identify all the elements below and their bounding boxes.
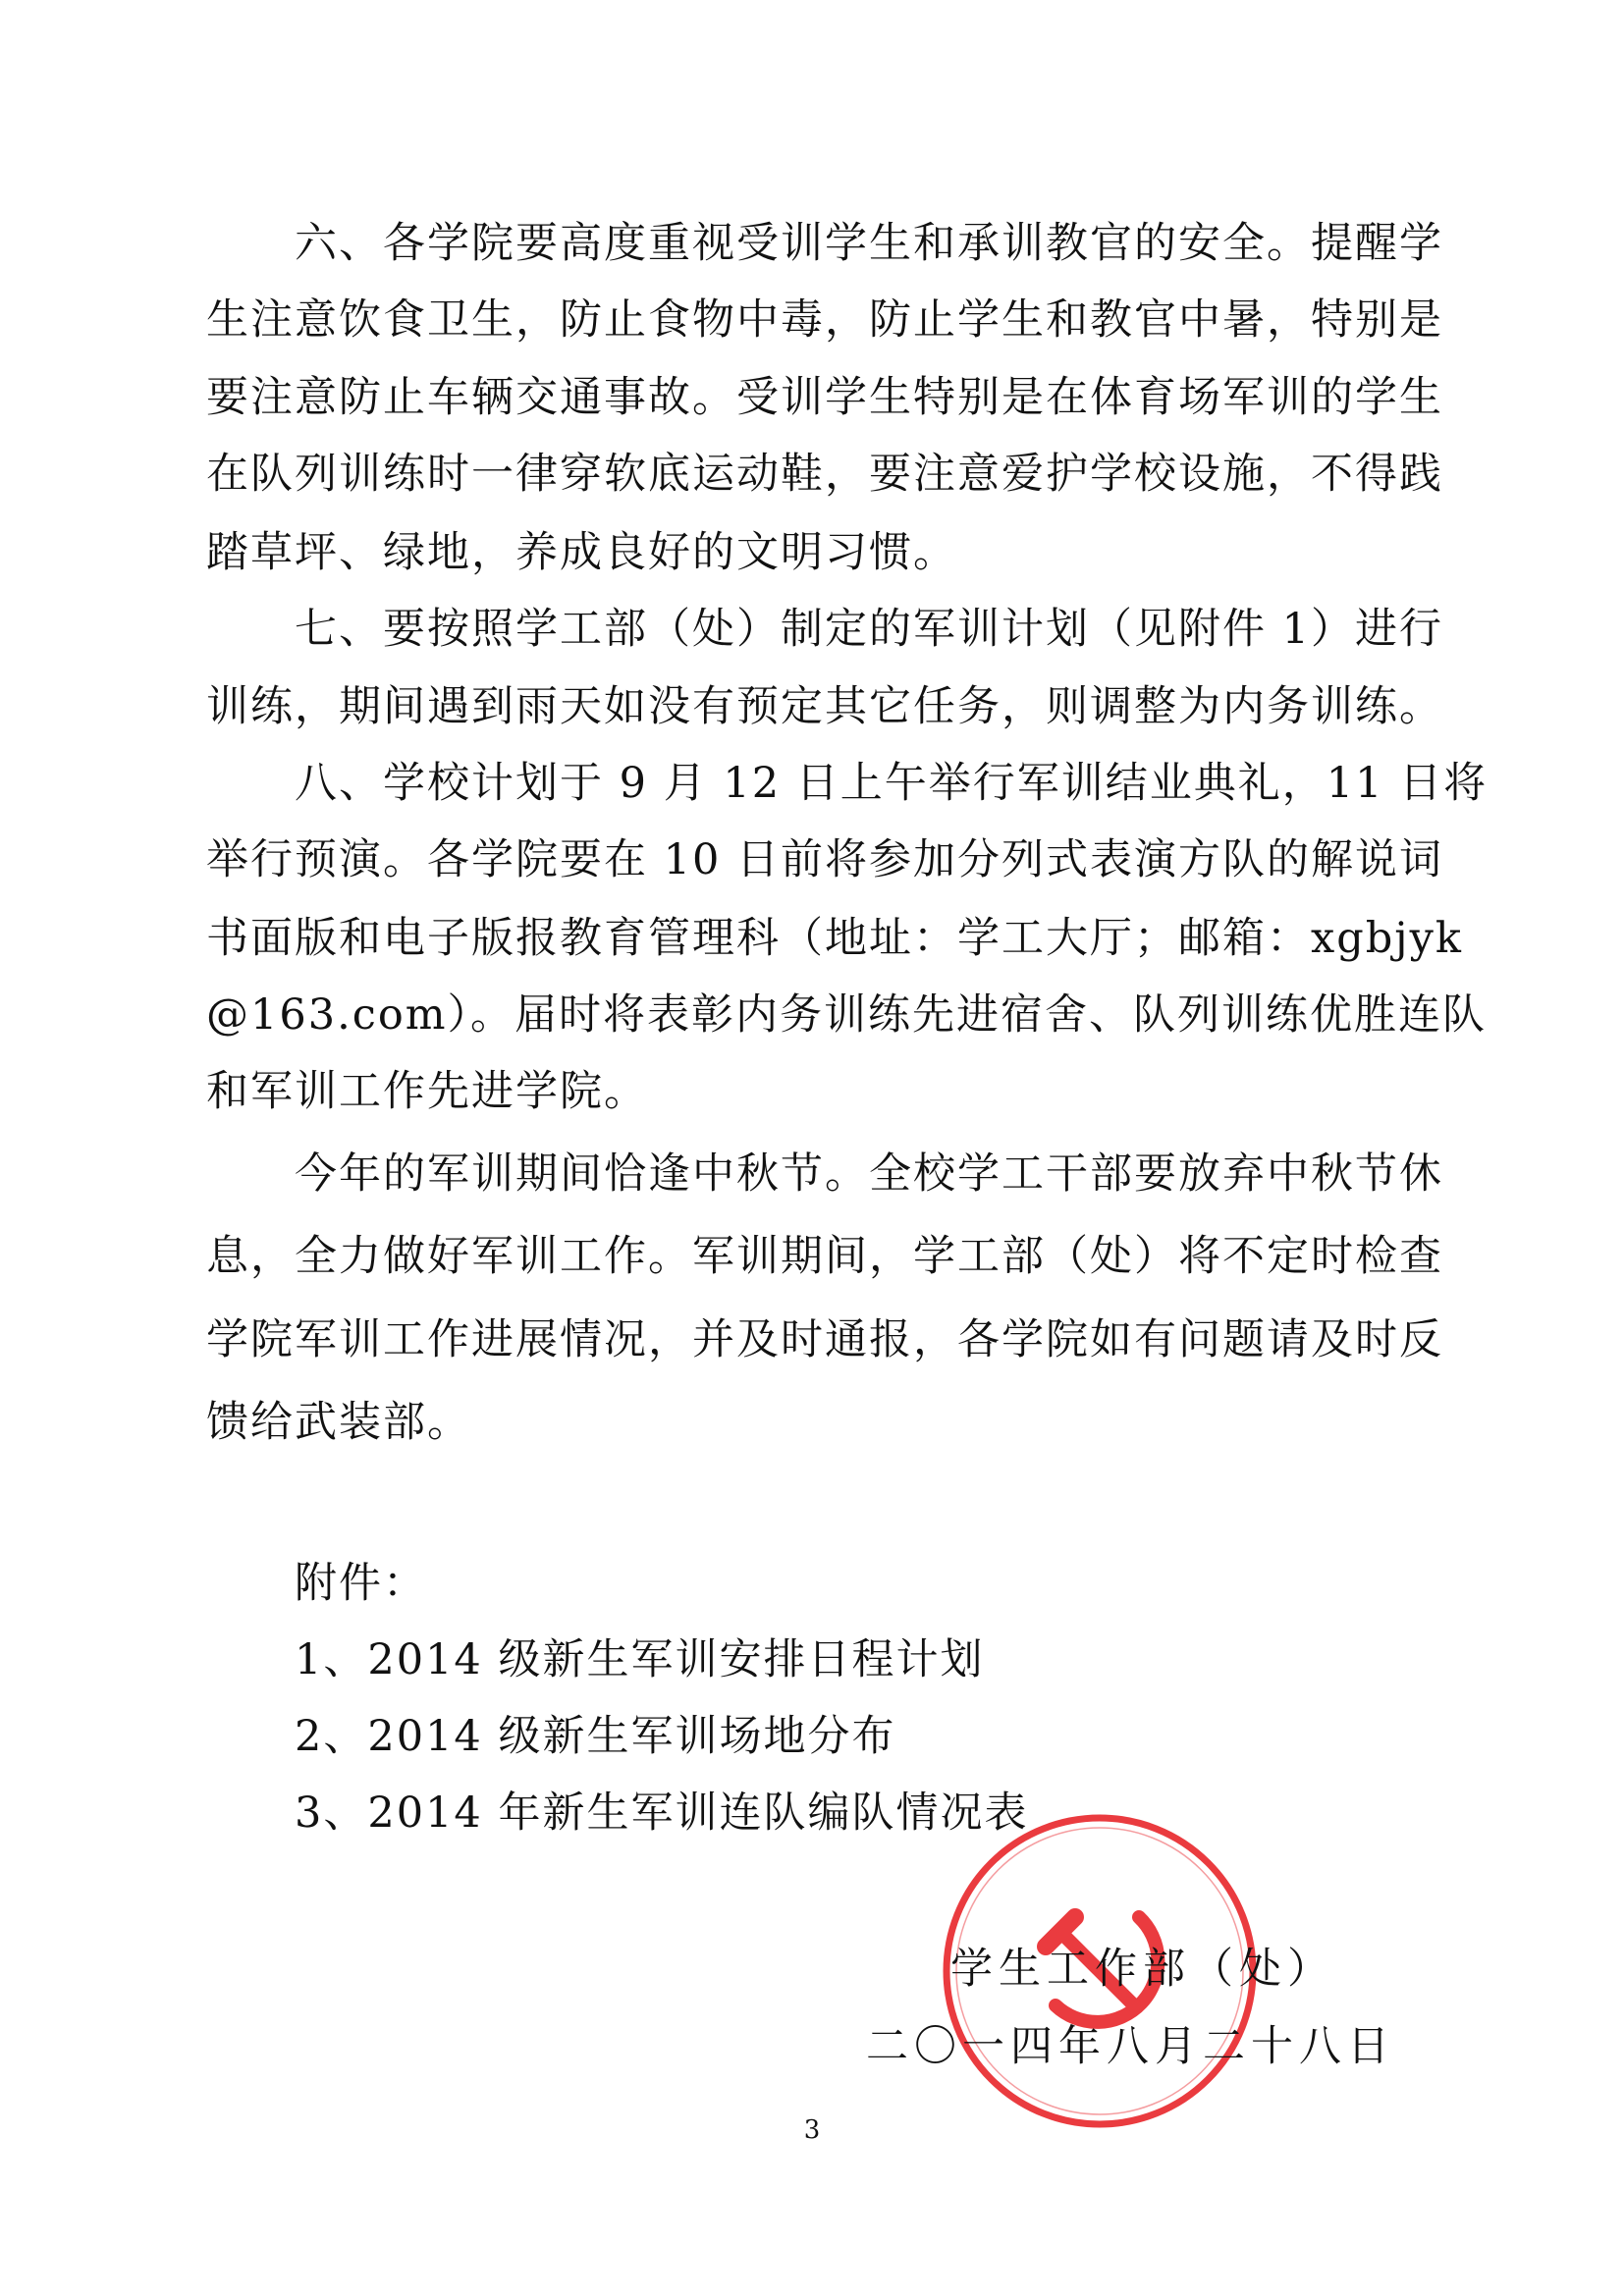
paragraph-line: 在队列训练时一律穿软底运动鞋，要注意爱护学校设施，不得践 — [206, 450, 1443, 499]
attachment-item: 2、2014 级新生军训场地分布 — [295, 1712, 896, 1761]
paragraph-line: 和军训工作先进学院。 — [206, 1067, 648, 1116]
signature-date: 二〇一四年八月二十八日 — [866, 2022, 1395, 2071]
paragraph-line: 学院军训工作进展情况，并及时通报，各学院如有问题请及时反 — [206, 1315, 1443, 1364]
paragraph-line: @163.com）。届时将表彰内务训练先进宿舍、队列训练优胜连队 — [206, 990, 1487, 1040]
page-number: 3 — [803, 2115, 821, 2145]
paragraph-line: 六、各学院要高度重视受训学生和承训教官的安全。提醒学 — [295, 219, 1443, 268]
signature-org: 学生工作部（处） — [950, 1945, 1335, 1994]
paragraph-line: 书面版和电子版报教育管理科（地址：学工大厅；邮箱：xgbjyk — [206, 914, 1463, 963]
paragraph-line: 生注意饮食卫生，防止食物中毒，防止学生和教官中暑，特别是 — [206, 295, 1443, 345]
attachments-heading: 附件： — [295, 1559, 427, 1608]
paragraph-line: 八、学校计划于 9 月 12 日上午举行军训结业典礼，11 日将 — [295, 759, 1489, 808]
attachment-item: 1、2014 级新生军训安排日程计划 — [295, 1635, 985, 1684]
paragraph-line: 七、要按照学工部（处）制定的军训计划（见附件 1）进行 — [295, 605, 1444, 654]
paragraph-line: 息，全力做好军训工作。军训期间，学工部（处）将不定时检查 — [206, 1232, 1443, 1281]
attachment-item: 3、2014 年新生军训连队编队情况表 — [295, 1789, 1029, 1838]
paragraph-line: 举行预演。各学院要在 10 日前将参加分列式表演方队的解说词 — [206, 835, 1444, 884]
paragraph-line: 馈给武装部。 — [206, 1398, 471, 1447]
paragraph-line: 要注意防止车辆交通事故。受训学生特别是在体育场军训的学生 — [206, 373, 1443, 422]
paragraph-line: 今年的军训期间恰逢中秋节。全校学工干部要放弃中秋节休 — [295, 1149, 1443, 1199]
paragraph-line: 踏草坪、绿地，养成良好的文明习惯。 — [206, 528, 957, 577]
paragraph-line: 训练，期间遇到雨天如没有预定其它任务，则调整为内务训练。 — [206, 682, 1443, 731]
